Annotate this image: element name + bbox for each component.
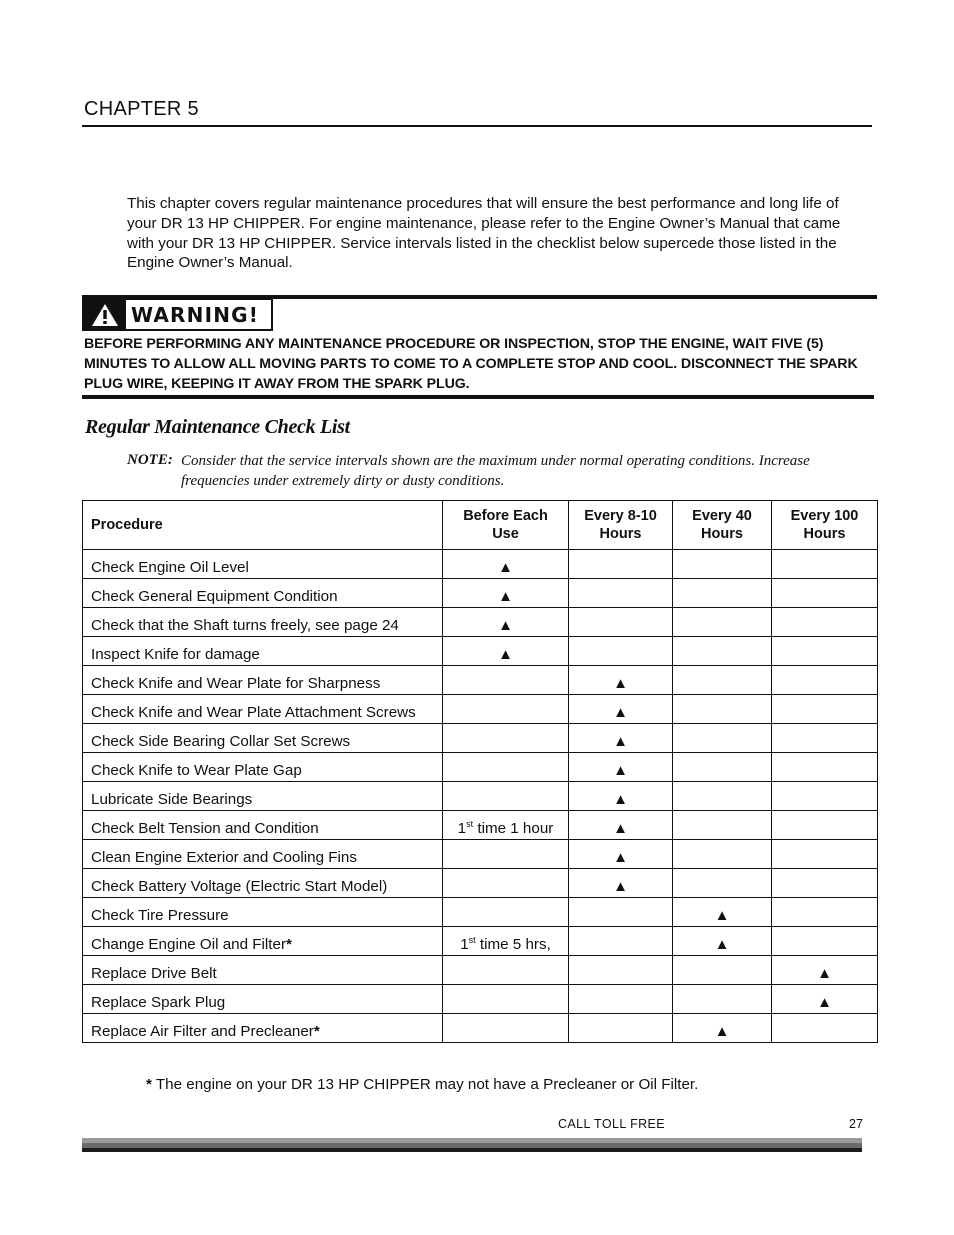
procedure-asterisk: * xyxy=(286,936,292,953)
procedure-label: Change Engine Oil and Filter xyxy=(91,936,287,953)
table-row xyxy=(83,666,878,695)
procedure-label: Lubricate Side Bearings xyxy=(91,791,253,808)
empty-cell xyxy=(772,1014,878,1043)
empty-cell xyxy=(772,637,878,666)
exclamation-triangle-icon xyxy=(84,300,126,329)
checkmark-cell xyxy=(443,550,569,579)
procedure-label: Check Belt Tension and Condition xyxy=(91,820,319,837)
chapter-heading: CHAPTER 5 xyxy=(84,98,199,120)
checkmark-cell xyxy=(569,840,673,869)
empty-cell xyxy=(569,579,673,608)
empty-cell xyxy=(673,608,772,637)
footnote-text: The engine on your DR 13 HP CHIPPER may not have a Precleaner or Oil Filter. xyxy=(151,1076,699,1093)
triangle-marker-icon: ▲ xyxy=(613,791,628,808)
table-row xyxy=(83,811,878,840)
empty-cell xyxy=(443,1014,569,1043)
empty-cell xyxy=(772,811,878,840)
triangle-marker-icon: ▲ xyxy=(817,965,832,982)
checkmark-cell xyxy=(569,811,673,840)
empty-cell xyxy=(772,550,878,579)
procedure-label: Check Knife to Wear Plate Gap xyxy=(91,762,302,779)
empty-cell xyxy=(772,869,878,898)
procedure-cell xyxy=(83,608,443,637)
empty-cell xyxy=(443,840,569,869)
first-time-interval-cell xyxy=(443,927,569,956)
table-row xyxy=(83,927,878,956)
empty-cell xyxy=(569,608,673,637)
empty-cell xyxy=(443,695,569,724)
table-row xyxy=(83,550,878,579)
footer-bar xyxy=(82,1138,862,1152)
empty-cell xyxy=(673,637,772,666)
table-row xyxy=(83,637,878,666)
procedure-label: Replace Spark Plug xyxy=(91,994,226,1011)
empty-cell xyxy=(443,753,569,782)
footnote xyxy=(146,1076,698,1093)
empty-cell xyxy=(673,985,772,1014)
empty-cell xyxy=(673,724,772,753)
triangle-marker-icon: ▲ xyxy=(613,849,628,866)
empty-cell xyxy=(569,956,673,985)
triangle-marker-icon: ▲ xyxy=(714,936,730,953)
empty-cell xyxy=(569,1014,673,1043)
empty-cell xyxy=(443,985,569,1014)
empty-cell xyxy=(772,724,878,753)
empty-cell xyxy=(443,869,569,898)
empty-cell xyxy=(443,666,569,695)
interval-number: 1 xyxy=(460,936,469,953)
checkmark-cell xyxy=(569,695,673,724)
procedure-cell xyxy=(83,637,443,666)
warning-label: WARNING! xyxy=(131,302,260,327)
empty-cell xyxy=(772,608,878,637)
column-header-every-40-hours: Every 40 Hours xyxy=(673,501,772,550)
procedure-cell xyxy=(83,724,443,753)
checkmark-cell xyxy=(569,753,673,782)
triangle-marker-icon: ▲ xyxy=(498,646,513,663)
checkmark-cell xyxy=(443,637,569,666)
procedure-label: Replace Air Filter and Precleaner xyxy=(91,1023,314,1040)
procedure-cell xyxy=(83,956,443,985)
warning-message: BEFORE PERFORMING ANY MAINTENANCE PROCEDURE OR INSPECTION, STOP THE ENGINE, WAIT FIVE (5) MINUTES TO ALLOW ALL MOVING PARTS TO COME TO A COMPLETE STOP AND COOL. DISCONNECT THE SPARK PLUG WIRE, KEEPING IT AWAY FROM THE SPARK PLUG. xyxy=(84,336,858,392)
empty-cell xyxy=(443,782,569,811)
procedure-label: Check Knife and Wear Plate Attachment Screws xyxy=(91,704,416,721)
checkmark-cell xyxy=(569,724,673,753)
empty-cell xyxy=(673,695,772,724)
warning-badge xyxy=(82,298,273,331)
table-row xyxy=(83,753,878,782)
checkmark-cell xyxy=(673,1014,772,1043)
triangle-marker-icon: ▲ xyxy=(498,559,513,576)
table-row xyxy=(83,956,878,985)
empty-cell xyxy=(772,927,878,956)
triangle-marker-icon: ▲ xyxy=(613,704,628,721)
triangle-marker-icon: ▲ xyxy=(714,907,730,924)
procedure-cell xyxy=(83,782,443,811)
procedure-label: Clean Engine Exterior and Cooling Fins xyxy=(91,849,357,866)
column-header-every-8-10-hours: Every 8-10 Hours xyxy=(569,501,673,550)
warning-bottom-divider xyxy=(82,395,874,399)
empty-cell xyxy=(443,898,569,927)
empty-cell xyxy=(772,753,878,782)
empty-cell xyxy=(569,550,673,579)
table-row xyxy=(83,782,878,811)
empty-cell xyxy=(673,579,772,608)
procedure-label: Inspect Knife for damage xyxy=(91,646,260,663)
procedure-cell xyxy=(83,550,443,579)
checkmark-cell xyxy=(673,927,772,956)
triangle-marker-icon: ▲ xyxy=(714,1023,730,1040)
procedure-cell xyxy=(83,985,443,1014)
interval-ordinal: st xyxy=(468,934,476,945)
checkmark-cell xyxy=(772,956,878,985)
procedure-cell xyxy=(83,579,443,608)
intro-paragraph: This chapter covers regular maintenance procedures that will ensure the best performance and long life of your DR 13 HP CHIPPER. For engine maintenance, please refer to the Engine Owner’s Manual that came with your DR 13 HP CHIPPER. Service intervals listed in the checklist below supercede those listed in the Engine Owner’s Manual. xyxy=(127,195,841,272)
procedure-label: Check Knife and Wear Plate for Sharpness xyxy=(91,675,381,692)
checkmark-cell xyxy=(772,985,878,1014)
interval-ordinal: st xyxy=(466,818,474,829)
table-row xyxy=(83,869,878,898)
empty-cell xyxy=(569,985,673,1014)
procedure-cell xyxy=(83,695,443,724)
checkmark-cell xyxy=(569,869,673,898)
chapter-divider xyxy=(82,125,872,127)
procedure-cell xyxy=(83,927,443,956)
procedure-label: Check that the Shaft turns freely, see page 24 xyxy=(91,617,399,634)
empty-cell xyxy=(673,782,772,811)
interval-text: time 5 hrs, xyxy=(475,936,551,953)
procedure-cell xyxy=(83,898,443,927)
checkmark-cell xyxy=(673,898,772,927)
procedure-cell xyxy=(83,1014,443,1043)
procedure-cell xyxy=(83,753,443,782)
table-row xyxy=(83,898,878,927)
empty-cell xyxy=(772,898,878,927)
footer-label: CALL TOLL FREE xyxy=(558,1117,666,1131)
note-text: Consider that the service intervals shown are the maximum under normal operating conditions. Increase frequencies under extremely dirty or dusty conditions. xyxy=(181,453,810,489)
procedure-label: Replace Drive Belt xyxy=(91,965,217,982)
table-row xyxy=(83,695,878,724)
triangle-marker-icon: ▲ xyxy=(498,617,513,634)
section-title: Regular Maintenance Check List xyxy=(85,416,350,438)
interval-text: time 1 hour xyxy=(473,820,554,837)
empty-cell xyxy=(673,811,772,840)
procedure-cell xyxy=(83,666,443,695)
empty-cell xyxy=(772,782,878,811)
table-row xyxy=(83,985,878,1014)
column-header-before-each-use: Before Each Use xyxy=(443,501,569,550)
empty-cell xyxy=(673,753,772,782)
procedure-label: Check Side Bearing Collar Set Screws xyxy=(91,733,351,750)
note-label: NOTE: xyxy=(127,452,173,468)
procedure-asterisk: * xyxy=(313,1023,320,1040)
maintenance-checklist-table xyxy=(82,500,878,1043)
empty-cell xyxy=(673,666,772,695)
triangle-marker-icon: ▲ xyxy=(613,762,628,779)
empty-cell xyxy=(673,869,772,898)
checkmark-cell xyxy=(569,666,673,695)
interval-number: 1 xyxy=(457,820,467,837)
empty-cell xyxy=(443,724,569,753)
table-row xyxy=(83,840,878,869)
triangle-marker-icon: ▲ xyxy=(613,733,628,750)
procedure-label: Check Tire Pressure xyxy=(91,907,229,924)
procedure-cell xyxy=(83,869,443,898)
empty-cell xyxy=(569,637,673,666)
procedure-cell xyxy=(83,840,443,869)
triangle-marker-icon: ▲ xyxy=(498,588,513,605)
empty-cell xyxy=(673,840,772,869)
procedure-label: Check Engine Oil Level xyxy=(91,559,249,576)
empty-cell xyxy=(569,927,673,956)
page-number: 27 xyxy=(849,1117,863,1131)
procedure-cell xyxy=(83,811,443,840)
first-time-interval-cell xyxy=(443,811,569,840)
empty-cell xyxy=(772,666,878,695)
empty-cell xyxy=(673,956,772,985)
triangle-marker-icon: ▲ xyxy=(817,994,832,1011)
table-header-row xyxy=(83,501,878,550)
triangle-marker-icon: ▲ xyxy=(613,820,628,837)
column-header-procedure: Procedure xyxy=(83,501,443,550)
column-header-every-100-hours: Every 100 Hours xyxy=(772,501,878,550)
empty-cell xyxy=(772,579,878,608)
empty-cell xyxy=(772,840,878,869)
empty-cell xyxy=(772,695,878,724)
table-row xyxy=(83,724,878,753)
table-row xyxy=(83,608,878,637)
empty-cell xyxy=(569,898,673,927)
table-row xyxy=(83,1014,878,1043)
footnote-marker: * xyxy=(146,1076,152,1093)
checkmark-cell xyxy=(443,579,569,608)
empty-cell xyxy=(673,550,772,579)
checkmark-cell xyxy=(569,782,673,811)
procedure-label: Check Battery Voltage (Electric Start Model) xyxy=(91,878,388,895)
empty-cell xyxy=(443,956,569,985)
checkmark-cell xyxy=(443,608,569,637)
procedure-label: Check General Equipment Condition xyxy=(91,588,338,605)
triangle-marker-icon: ▲ xyxy=(613,675,628,692)
table-row xyxy=(83,579,878,608)
triangle-marker-icon: ▲ xyxy=(613,878,628,895)
